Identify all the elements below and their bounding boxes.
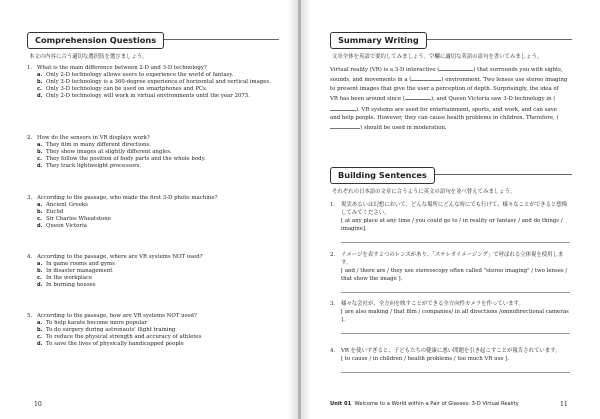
option-letter: d. [37,93,43,99]
answer-line[interactable] [341,333,570,334]
page-number-left: 10 [34,401,42,408]
item-number: 3. [330,301,336,307]
item-japanese: イメージを表す２つのレンズがあり、「ステレオイメージング」で呼ばれる立体視を使用します。 [341,252,564,266]
item-word-bank: [ and / there are / they use stereoscopy often called "stereo imaging" / two lenses / that show the image ]. [341,268,568,282]
option-a[interactable] [27,72,279,79]
summary-writing-heading: Summary Writing [330,32,427,49]
option-letter: d. [37,223,43,229]
running-footer [330,401,519,407]
option-text: In disaster management [46,268,113,274]
option-b[interactable] [27,79,279,86]
option-text: To help karate become more popular [46,320,147,326]
option-a[interactable] [27,261,279,268]
option-letter: c. [37,216,42,222]
option-letter: c. [37,86,42,92]
option-letter: d. [37,282,43,288]
option-letter: d. [37,163,43,169]
summary-instruction: 文章全体を英語で要約してみましょう。空欄に適切な英語の語句を書いてみましょう。 [332,54,543,60]
comprehension-questions-heading: Comprehension Questions [27,32,164,49]
building-item-4 [330,347,570,373]
option-letter: b. [37,327,43,333]
item-word-bank: [ to cause / in children / health problems / too much VR use ]. [341,356,510,362]
option-c[interactable] [27,86,279,93]
option-text: Only 2-D technology allows users to experience the world of fantasy. [46,72,234,78]
option-letter: a. [37,142,43,148]
option-letter: b. [37,268,43,274]
option-d[interactable] [27,93,279,100]
option-text: To reduce the physical strength and accuracy of athletes [46,334,202,340]
option-d[interactable] [27,341,279,348]
option-text: Only 3-D technology is a 360-degree experience of horizontal and vertical images. [46,79,271,85]
question-text: According to the passage, how are VR systems NOT used? [37,313,197,319]
summary-text: ) that surrounds you with sights, sounds, and movements in a ( [330,67,563,84]
question-number: 3. [27,195,33,201]
item-japanese: 現実あるいは幻想において、どんな場所にどんな時にでも行けて、様々なことができると想像してみてください。 [341,202,568,216]
option-text: To save the lives of physically handicapped people [46,341,184,347]
question-3 [27,195,279,230]
question-number: 2. [27,135,33,141]
option-text: They follow the position of body parts and the whole body. [46,156,206,162]
building-item-2 [330,251,570,293]
option-d[interactable] [27,223,279,230]
comprehension-instruction: 本文の内容に合う適切な選択肢を選びましょう。 [29,54,148,60]
option-a[interactable] [27,320,279,327]
building-instruction: それぞれの日本語の文章に合うように英文の語句を並べ替えてみましょう。 [332,189,516,195]
blank-4[interactable] [330,104,356,111]
option-d[interactable] [27,163,279,170]
option-b[interactable] [27,149,279,156]
blank-1[interactable] [439,64,473,71]
question-text: How do the sensors in VR displays work? [37,135,150,141]
left-page [0,0,298,419]
option-text: Euclid [46,209,64,215]
option-letter: c. [37,156,42,162]
answer-line[interactable] [341,372,570,373]
answer-line[interactable] [341,242,570,243]
option-letter: b. [37,149,43,155]
option-d[interactable] [27,282,279,289]
question-number: 4. [27,254,33,260]
option-text: In game rooms and gyms [46,261,115,267]
question-number: 1. [27,65,33,71]
summary-text: ), and Queen Victoria saw 3-D technology in ( [430,96,556,103]
option-text: Sir Charles Wheatstone [46,216,111,222]
option-b[interactable] [27,209,279,216]
blank-3[interactable] [405,93,431,100]
summary-text: ) should be used in moderation. [360,125,447,132]
summary-text: ). VR systems are used for entertainment, sports, and work, and can save and help people. However, they can cause health problems in children. Therefore, ( [330,106,559,122]
answer-line[interactable] [341,292,570,293]
option-text: Ancient Greeks [46,202,88,208]
option-text: To do surgery during astronauts' flight training [46,327,176,333]
option-letter: a. [37,261,43,267]
page-number-right: 11 [560,401,568,408]
option-text: They film in many different directions. [46,142,151,148]
question-number: 5. [27,313,33,319]
option-c[interactable] [27,275,279,282]
option-text: Only 3-D technology can be used on smartphones and PCs. [46,86,208,92]
unit-title: Welcome to a World within a Pair of Glasses: 3-D Virtual Reality [354,401,519,407]
question-text: According to the passage, who made the first 3-D photo machine? [37,195,218,201]
question-text: According to the passage, where are VR systems NOT used? [37,254,203,260]
item-number: 4. [330,348,336,354]
item-number: 1. [330,202,336,208]
option-c[interactable] [27,156,279,163]
option-letter: d. [37,341,43,347]
option-letter: a. [37,72,43,78]
item-japanese: 様々な会社が、全方向を映すことができる全方向性カメラを作っています。 [341,301,524,307]
item-number: 2. [330,252,336,258]
building-item-1 [330,201,570,243]
item-word-bank: [ are also making / that film / companies/ in all directions /omnidirectional cameras ]. [341,309,569,323]
question-2 [27,135,279,170]
building-sentences-heading: Building Sentences [330,167,435,184]
blank-5[interactable] [330,122,360,129]
option-letter: a. [37,202,43,208]
option-b[interactable] [27,268,279,275]
option-letter: b. [37,79,43,85]
option-letter: c. [37,275,42,281]
binding-shadow [288,0,298,419]
building-item-3 [330,300,570,334]
option-letter: b. [37,209,43,215]
item-word-bank: [ at any place at any time / you could go to / in reality or fantasy / and do things / imagine]. [341,218,563,232]
summary-paragraph [330,64,568,133]
option-c[interactable] [27,334,279,341]
summary-text: ) environment. Two lenses use stereo imaging to present images that give the user a perception of depth. Surprisingly, the idea of VR has been around since ( [330,77,568,103]
option-text: Queen Victoria [46,223,87,229]
option-b[interactable] [27,327,279,334]
option-letter: a. [37,320,43,326]
option-letter: c. [37,334,42,340]
unit-label: Unit 01 [330,401,352,407]
option-text: They show images at slightly different angles. [46,149,172,155]
option-text: In burning houses [46,282,96,288]
option-c[interactable] [27,216,279,223]
question-text: What is the main difference between 2-D and 3-D technology? [37,65,207,71]
question-5 [27,313,279,348]
question-1 [27,65,279,100]
question-4 [27,254,279,289]
item-japanese: VR を使いすぎると、子どもたちの健康に悪い問題を引き起こすことが報告されています。 [341,348,561,354]
option-a[interactable] [27,142,279,149]
option-text: Only 2-D technology will work in virtual environments until the year 2075. [46,93,250,99]
summary-text: Virtual reality (VR) is a 3-D interactive ( [330,67,440,73]
option-a[interactable] [27,202,279,209]
option-text: In the workplace [46,275,93,281]
option-text: They track lightweight processors. [46,163,142,169]
blank-2[interactable] [411,74,441,81]
binding-shadow [301,0,311,419]
